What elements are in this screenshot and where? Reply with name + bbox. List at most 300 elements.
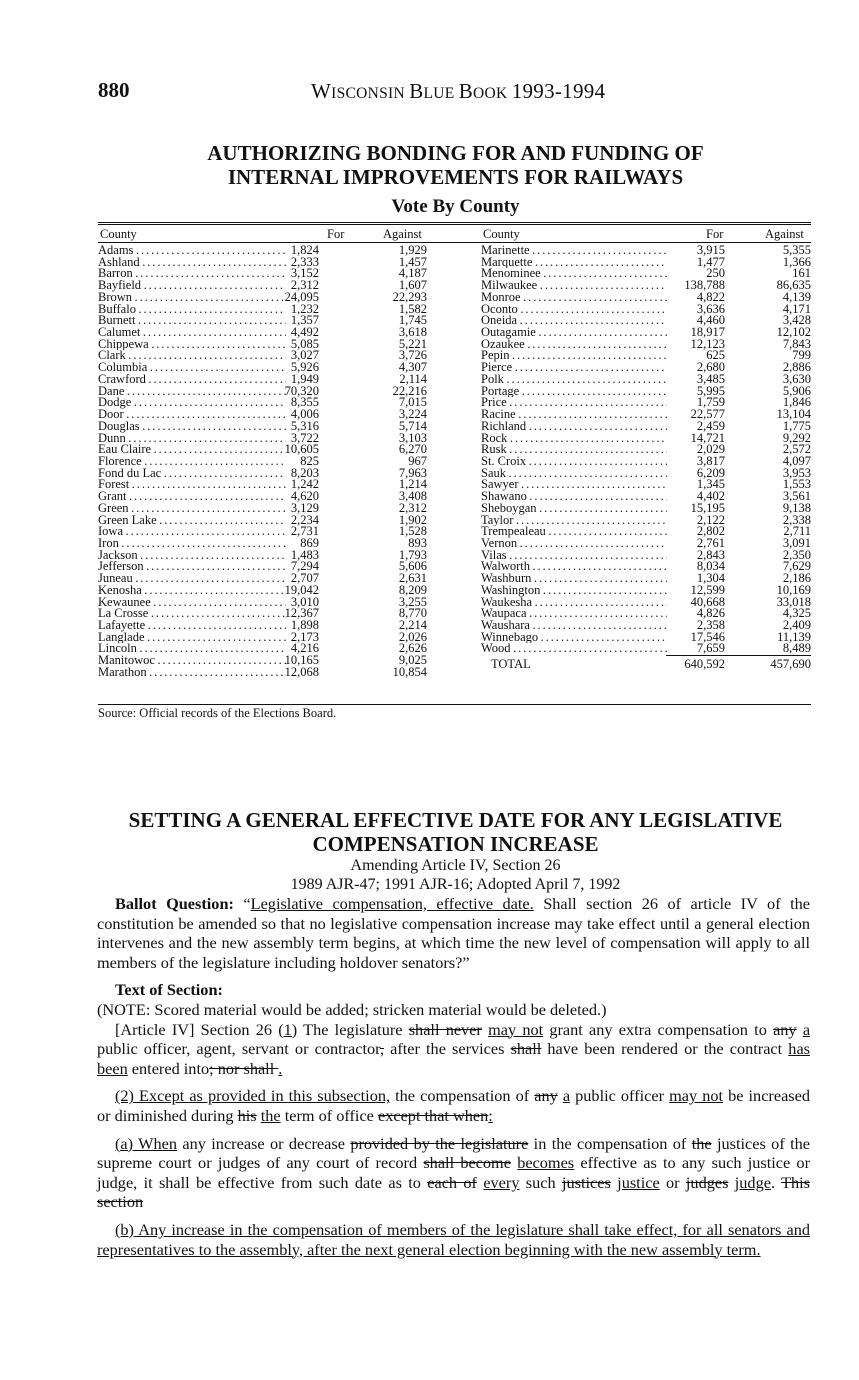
against-votes: 5,906 — [782, 383, 811, 398]
for-votes: 1,477 — [696, 254, 725, 269]
total-label: TOTAL — [491, 657, 531, 672]
against-votes: 2,214 — [398, 618, 427, 632]
table-row — [98, 245, 446, 257]
table-row — [481, 594, 811, 609]
for-votes: 5,926 — [290, 360, 319, 375]
against-votes: 9,292 — [782, 430, 811, 445]
against-votes: 3,408 — [398, 489, 427, 504]
added-text: may not — [488, 1019, 544, 1039]
ballot-question: Ballot Question: “Legislative compensation, effective date. Shall section 26 of article IV of the constitution be amended so that no legislative compensation increase may take effect until a general election intervenes and the new assembly term begins, at which time the new level of compensation will apply to all members of the legislature including holdover senators?” — [97, 894, 810, 972]
against-votes: 10,854 — [392, 664, 427, 679]
table-row — [481, 620, 811, 632]
right-county-column — [481, 245, 811, 675]
header-county-left: County — [100, 227, 137, 241]
table-row — [481, 444, 811, 456]
against-votes: 799 — [792, 348, 811, 363]
for-votes: 17,546 — [690, 629, 725, 644]
table-row — [98, 327, 446, 339]
text-of-section-label: Text of Section: — [115, 980, 223, 1000]
for-votes: 625 — [706, 348, 725, 363]
against-votes: 3,618 — [398, 325, 427, 340]
county-name: Washington . . . — [481, 585, 667, 597]
for-votes: 3,010 — [290, 594, 319, 609]
for-votes: 4,492 — [290, 325, 319, 340]
amendment-info — [98, 856, 813, 894]
table-row — [481, 289, 811, 304]
table-row — [98, 397, 446, 409]
against-votes: 7,015 — [398, 395, 427, 410]
for-votes: 825 — [300, 453, 319, 468]
county-name: Kenosha . . . — [98, 585, 286, 597]
note-line: (NOTE: Scored material would be added; stricken material would be deleted.) — [97, 999, 607, 1019]
against-votes: 2,572 — [782, 442, 811, 457]
table-row — [98, 594, 446, 609]
for-votes: 1,345 — [696, 477, 725, 492]
against-votes: 4,139 — [782, 289, 811, 304]
stricken-text: justices — [561, 1172, 611, 1192]
history-line: 1989 AJR-47; 1991 AJR-16; Adopted April 7, 1992 — [290, 876, 621, 893]
for-votes: 3,152 — [290, 266, 319, 281]
against-votes: 3,091 — [782, 535, 811, 550]
county-name: Oconto . . . — [481, 304, 667, 316]
table-source: Source: Official records of the Elections Board. — [98, 706, 337, 720]
stricken-text: provided by the legislature — [350, 1133, 529, 1153]
stricken-text: ; nor shall — [209, 1058, 279, 1078]
for-votes: 24,095 — [284, 289, 319, 304]
county-name: Milwaukee . . . — [481, 280, 667, 292]
for-votes: 5,316 — [290, 418, 319, 433]
for-votes: 12,599 — [690, 582, 725, 597]
for-votes: 3,722 — [290, 430, 319, 445]
county-name: Clark . . . — [98, 350, 286, 362]
county-name: Douglas . . . — [98, 421, 286, 433]
table-row — [98, 643, 446, 655]
against-votes: 1,902 — [398, 512, 427, 527]
table-row — [481, 336, 811, 351]
table-row — [98, 409, 446, 421]
added-text: judge — [734, 1172, 771, 1192]
for-votes: 12,068 — [284, 664, 319, 679]
table-row — [481, 453, 811, 468]
against-votes: 2,626 — [398, 641, 427, 656]
table-row — [98, 547, 446, 562]
body-text: any increase or decrease — [177, 1133, 351, 1153]
against-votes: 22,216 — [392, 383, 427, 398]
for-votes: 4,826 — [696, 606, 725, 621]
table-row — [481, 643, 811, 655]
for-votes: 869 — [300, 535, 319, 550]
table-row — [481, 500, 811, 515]
for-votes: 5,995 — [696, 383, 725, 398]
left-county-column — [98, 245, 446, 679]
for-votes: 8,034 — [696, 559, 725, 574]
table-row — [481, 535, 811, 550]
against-votes: 4,307 — [398, 360, 427, 375]
paragraph-4 — [97, 1220, 810, 1259]
county-name: Adams . . . — [98, 245, 286, 257]
table-row — [98, 561, 446, 573]
stricken-text: , — [379, 1039, 385, 1059]
table-row — [98, 465, 446, 480]
table-row — [98, 491, 446, 503]
for-votes: 1,242 — [290, 477, 319, 492]
against-votes: 10,169 — [776, 582, 811, 597]
against-votes: 11,139 — [777, 629, 811, 644]
body-text: [Article IV] Section 26 — [115, 1019, 279, 1039]
for-votes: 2,843 — [696, 547, 725, 562]
for-votes: 1,357 — [290, 313, 319, 328]
for-votes: 2,312 — [290, 278, 319, 293]
table-row — [481, 479, 811, 491]
against-votes: 6,270 — [398, 442, 427, 457]
paragraph-2 — [97, 1086, 810, 1125]
table-row — [98, 620, 446, 632]
for-votes: 2,358 — [696, 618, 725, 632]
stricken-text: the — [691, 1133, 712, 1153]
against-votes: 1,846 — [782, 395, 811, 410]
against-votes: 5,221 — [398, 336, 427, 351]
for-votes: 12,367 — [284, 606, 319, 621]
table-row — [98, 526, 446, 538]
for-votes: 3,485 — [696, 371, 725, 386]
for-votes: 7,659 — [696, 641, 725, 656]
added-text: (2) Except as provided in this subsection, — [115, 1086, 391, 1106]
for-votes: 8,203 — [290, 465, 319, 480]
against-votes: 8,489 — [782, 641, 811, 656]
for-votes: 2,333 — [290, 254, 319, 269]
county-name: Portage . . . — [481, 386, 667, 398]
county-name: Ozaukee . . . — [481, 339, 667, 351]
against-votes: 3,953 — [782, 465, 811, 480]
against-votes: 7,963 — [398, 465, 427, 480]
county-name: Calumet . . . — [98, 327, 286, 339]
added-text: has been — [97, 1039, 810, 1078]
added-text: the — [260, 1105, 281, 1125]
against-votes: 12,102 — [776, 325, 811, 340]
table-row — [481, 409, 811, 421]
county-name: Bayfield . . . — [98, 280, 286, 292]
against-votes: 3,561 — [782, 489, 811, 504]
for-votes: 1,232 — [290, 301, 319, 316]
against-votes: 1,457 — [398, 254, 427, 269]
against-votes: 7,843 — [782, 336, 811, 351]
for-votes: 3,915 — [696, 243, 725, 257]
for-votes: 2,234 — [290, 512, 319, 527]
body-text: entered into — [127, 1058, 210, 1078]
for-votes: 2,680 — [696, 360, 725, 375]
table-row — [98, 268, 446, 280]
for-votes: 2,802 — [696, 524, 725, 539]
table-row — [481, 254, 811, 269]
against-votes: 2,886 — [782, 360, 811, 375]
against-votes: 2,409 — [782, 618, 811, 632]
county-name: Door . . . — [98, 409, 286, 421]
body-text: . — [770, 1172, 782, 1192]
county-name: Shawano . . . — [481, 491, 667, 503]
against-votes: 1,745 — [398, 313, 427, 328]
for-votes: 4,006 — [290, 407, 319, 422]
against-votes: 4,187 — [398, 266, 427, 281]
against-votes: 1,775 — [782, 418, 811, 433]
against-votes: 3,255 — [398, 594, 427, 609]
against-votes: 4,325 — [782, 606, 811, 621]
table-row — [481, 512, 811, 527]
table-row — [481, 526, 811, 538]
table-row — [98, 430, 446, 445]
table-row — [481, 301, 811, 316]
against-votes: 2,631 — [398, 571, 427, 586]
county-name: Taylor . . . — [481, 515, 667, 527]
added-text: : — [488, 1105, 493, 1125]
against-votes: 3,726 — [398, 348, 427, 363]
table-header — [98, 225, 811, 243]
against-votes: 9,025 — [398, 653, 427, 668]
table-row — [481, 561, 811, 573]
county-name: Dodge . . . — [98, 397, 286, 409]
for-votes: 5,085 — [290, 336, 319, 351]
header-for-left: For — [327, 227, 345, 241]
county-name: Oneida . . . — [481, 315, 667, 327]
total-against: 457,690 — [770, 657, 811, 672]
table-row — [481, 629, 811, 644]
added-text: every — [483, 1172, 520, 1192]
for-votes: 1,483 — [290, 547, 319, 562]
body-text: such — [519, 1172, 562, 1192]
against-votes: 967 — [408, 453, 427, 468]
added-text: may not — [669, 1086, 724, 1106]
against-votes: 4,171 — [782, 301, 811, 316]
county-name: Jefferson . . . — [98, 561, 286, 573]
against-votes: 5,355 — [782, 243, 811, 257]
for-votes: 10,165 — [284, 653, 319, 668]
against-votes: 1,929 — [398, 243, 427, 257]
county-name: Sheboygan . . . — [481, 503, 667, 515]
added-text: . — [278, 1058, 283, 1078]
county-name: Columbia . . . — [98, 362, 286, 374]
paragraph-1 — [97, 1020, 810, 1079]
body-text: justices of the supreme court or judges of any court of record — [97, 1133, 811, 1173]
for-votes: 7,294 — [290, 559, 319, 574]
against-votes: 8,770 — [398, 606, 427, 621]
for-votes: 2,122 — [696, 512, 725, 527]
against-votes: 33,018 — [776, 594, 811, 609]
against-votes: 1,366 — [782, 254, 811, 269]
county-name: Forest . . . — [98, 479, 286, 491]
against-votes: 2,026 — [398, 629, 427, 644]
against-votes: 2,338 — [782, 512, 811, 527]
county-name: Walworth . . . — [481, 561, 667, 573]
against-votes: 3,630 — [782, 371, 811, 386]
for-votes: 70,320 — [284, 383, 319, 398]
against-votes: 5,714 — [398, 418, 427, 433]
county-name: La Crosse . . . — [98, 608, 286, 620]
table-row — [481, 430, 811, 445]
added-text: a — [802, 1019, 811, 1039]
page-number: 880 — [98, 78, 130, 102]
table-row — [98, 629, 446, 644]
table-row — [481, 268, 811, 280]
county-name: Waukesha . . . — [481, 597, 667, 609]
against-votes: 7,629 — [782, 559, 811, 574]
against-votes: 22,293 — [392, 289, 427, 304]
against-votes: 3,103 — [398, 430, 427, 445]
table-row — [98, 664, 446, 679]
county-name: Lincoln . . . — [98, 643, 286, 655]
for-votes: 250 — [706, 266, 725, 281]
body-text: effective as to any such justice or judge, it shall be effective from such date as to — [97, 1153, 810, 1192]
county-name: Langlade . . . — [98, 632, 286, 644]
county-name: Iowa . . . — [98, 526, 286, 538]
table-row — [481, 397, 811, 409]
total-for: 640,592 — [684, 657, 725, 672]
for-votes: 15,195 — [690, 500, 725, 515]
county-name: Menominee . . . — [481, 268, 667, 280]
table-row — [98, 336, 446, 351]
stricken-text: any — [534, 1086, 558, 1106]
against-votes: 1,528 — [398, 524, 427, 539]
county-name: Wood . . . — [481, 643, 667, 655]
county-name: Marquette . . . — [481, 257, 667, 269]
body-text: grant any extra compensation to — [543, 1019, 774, 1039]
for-votes: 3,817 — [696, 453, 725, 468]
table-row — [481, 573, 811, 585]
table-row — [98, 444, 446, 456]
railway-section-title: AUTHORIZING BONDING FOR AND FUNDING OF INTERNAL IMPROVEMENTS FOR RAILWAYS — [207, 141, 704, 189]
county-name: Grant . . . — [98, 491, 286, 503]
added-text: justice — [617, 1172, 660, 1192]
table-row — [481, 383, 811, 398]
vote-by-county-table — [98, 222, 811, 703]
for-votes: 138,788 — [684, 278, 725, 293]
added-text: a — [562, 1086, 571, 1106]
county-name: Brown . . . — [98, 292, 286, 304]
added-text: (b) Any increase in the compensation of members of the legislature shall take effect, for all senators and representatives to the assembly, after the next general election beginning with the new assembly term. — [97, 1219, 810, 1259]
table-row — [481, 608, 811, 620]
for-votes: 40,668 — [690, 594, 725, 609]
county-name: Washburn . . . — [481, 573, 667, 585]
for-votes: 14,721 — [690, 430, 725, 445]
against-votes: 5,606 — [398, 559, 427, 574]
county-name: Green Lake . . . — [98, 515, 286, 527]
for-votes: 18,917 — [690, 325, 725, 340]
table-row — [98, 608, 446, 620]
against-votes: 4,097 — [782, 453, 811, 468]
county-name: Price . . . — [481, 397, 667, 409]
table-row — [98, 582, 446, 597]
table-subtitle: Vote By County — [391, 196, 520, 217]
for-votes: 4,460 — [696, 313, 725, 328]
stricken-text: shall become — [423, 1153, 511, 1173]
for-votes: 2,029 — [696, 442, 725, 457]
table-row — [481, 315, 811, 327]
county-name: Richland . . . — [481, 421, 667, 433]
body-text: in the compensation of — [528, 1133, 692, 1153]
against-votes: 3,224 — [398, 407, 427, 422]
table-row — [481, 582, 811, 597]
county-name: Fond du Lac . . . — [98, 468, 286, 480]
table-row — [98, 453, 446, 468]
for-votes: 2,731 — [290, 524, 319, 539]
stricken-text: judges — [685, 1172, 729, 1192]
table-row — [481, 547, 811, 562]
county-name: Rock . . . — [481, 433, 667, 445]
against-votes: 9,138 — [782, 500, 811, 515]
against-votes: 1,214 — [398, 477, 427, 492]
county-name: Iron . . . — [98, 538, 286, 550]
amendment-body — [97, 894, 810, 1259]
county-name: Outagamie . . . — [481, 327, 667, 339]
for-votes: 3,636 — [696, 301, 725, 316]
stricken-text: except that when — [377, 1105, 489, 1125]
county-name: Sauk . . . — [481, 468, 667, 480]
table-row — [481, 245, 811, 257]
table-row — [98, 289, 446, 304]
body-text: public officer — [570, 1086, 670, 1106]
table-row — [98, 301, 446, 316]
for-votes: 6,209 — [696, 465, 725, 480]
table-row — [481, 280, 811, 292]
stricken-text: shall never — [408, 1019, 482, 1039]
body-text: be increased or diminished during — [97, 1086, 810, 1125]
for-votes: 1,304 — [696, 571, 725, 586]
for-votes: 4,216 — [290, 641, 319, 656]
against-votes: 893 — [408, 535, 427, 550]
for-votes: 22,577 — [690, 407, 725, 422]
table-row — [98, 535, 446, 550]
county-name: Waushara . . . — [481, 620, 667, 632]
table-row — [98, 479, 446, 491]
compensation-section-title: SETTING A GENERAL EFFECTIVE DATE FOR ANY LEGISLATIVE COMPENSATION INCREASE — [128, 808, 783, 856]
county-name: Winnebago . . . — [481, 632, 667, 644]
for-votes: 1,759 — [696, 395, 725, 410]
county-name: St. Croix . . . — [481, 456, 667, 468]
for-votes: 2,173 — [290, 629, 319, 644]
county-name: Dunn . . . — [98, 433, 286, 445]
stricken-text: any — [773, 1019, 797, 1039]
table-row — [98, 512, 446, 527]
paragraph-3 — [97, 1134, 810, 1212]
county-name: Vilas . . . — [481, 550, 667, 562]
table-row — [98, 254, 446, 269]
county-name: Monroe . . . — [481, 292, 667, 304]
against-votes: 2,186 — [782, 571, 811, 586]
added-text: becomes — [517, 1153, 575, 1173]
table-row — [98, 500, 446, 515]
header-against-left: Against — [383, 227, 422, 241]
total-row — [481, 659, 811, 675]
for-votes: 2,707 — [290, 571, 319, 586]
for-votes: 10,605 — [284, 442, 319, 457]
county-name: Chippewa . . . — [98, 339, 286, 351]
for-votes: 3,027 — [290, 348, 319, 363]
county-name: Barron . . . — [98, 268, 286, 280]
county-name: Kewaunee . . . — [98, 597, 286, 609]
county-name: Florence . . . — [98, 456, 286, 468]
for-votes: 8,355 — [290, 395, 319, 410]
against-votes: 2,114 — [399, 371, 427, 386]
county-name: Green . . . — [98, 503, 286, 515]
table-row — [98, 418, 446, 433]
body-text: the compensation of — [390, 1086, 535, 1106]
county-name: Ashland . . . — [98, 257, 286, 269]
stricken-text: his — [237, 1105, 257, 1125]
table-row — [98, 362, 446, 374]
body-text: term of office — [280, 1105, 378, 1125]
county-name: Lafayette . . . — [98, 620, 286, 632]
for-votes: 3,129 — [290, 500, 319, 515]
table-row — [98, 573, 446, 585]
county-name: Sawyer . . . — [481, 479, 667, 491]
